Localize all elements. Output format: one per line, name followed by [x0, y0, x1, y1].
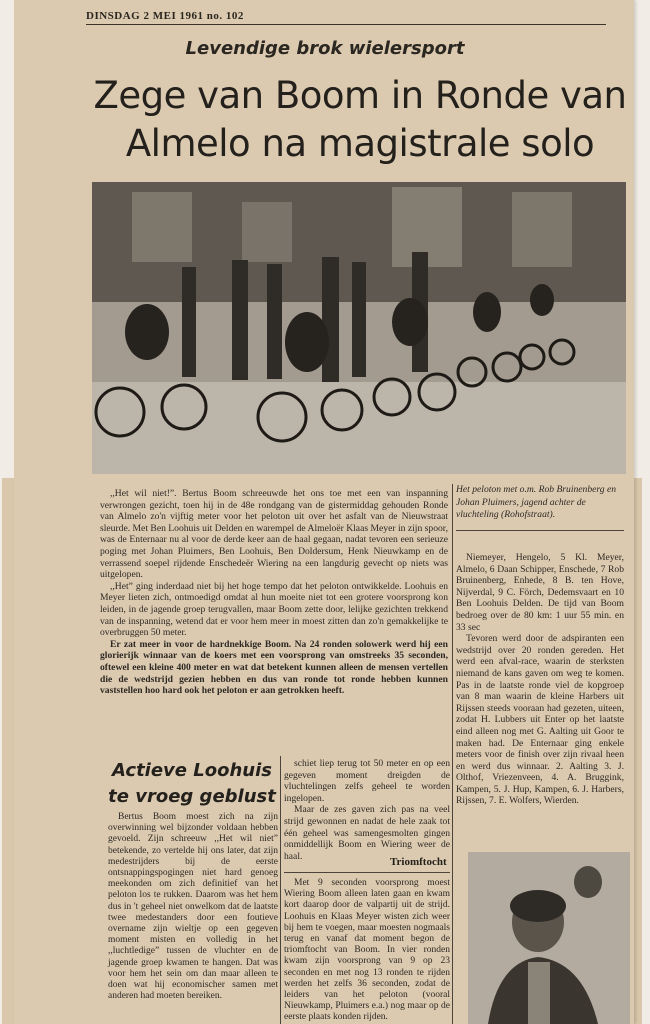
mid-column-bottom — [284, 878, 450, 1024]
portrait-photo — [468, 852, 630, 1024]
subhead: Actieve Loohuis te vroeg geblust — [108, 760, 276, 807]
left-column — [100, 488, 448, 697]
left-column-bottom — [108, 812, 278, 1002]
triomftocht-rule — [284, 872, 450, 873]
triomftocht-heading: Triomftocht — [390, 856, 447, 868]
results-para-2: Tevoren werd door de adspiranten een wedstrijd over 20 ronden gereden. Het werd een afval-race, waarin de sterksten niemand de kans gaven om weg te komen. Pas in de laatste ronde viel de kopgroep van 8 man waarin de kleine Harbers uit Rijssen steeds vooraan had gezeten, uiteen, zodat H. Lubbers uit Enter op het laatste eind alleen nog met G. Aalting uit Goor te maken had. De Enternaar ging enkele meters voor de finish over zijn rivaal heen en werd dus winnaar. 2. Aalting 3. J. Olthof, Vriezenveen, 4. A. Bruggink, Kampen, 5. J. Hup, Kampen, 6. J. Harbers, Rijssen, 7. E. Wolfers, Wierden. — [456, 633, 624, 807]
results-para-1: Niemeyer, Hengelo, 5 Kl. Meyer, Almelo, 6 Daan Schipper, Enschede, 7 Rob Bruinenberg, Enhede, 8 B. ten Hove, Nijverdal, 9 C. Förch, Dedemsvaart en 10 Ben Loohuis Delden. De tijd van Boom bedroeg over de 80 km: 1 uur 55 min. en 33 sec — [456, 552, 624, 633]
mid-para-1: schiet liep terug tot 50 meter en op een gegeven moment dreigden de vluchtelingen zelfs geheel te worden ingelopen. — [284, 758, 450, 804]
photo-caption: Het peloton met o.m. Rob Bruinenberg en Johan Pluimers, jagend achter de vluchteling (Rohofstraat). — [456, 484, 624, 531]
left-para-2: ,,Het” ging inderdaad niet bij het hoge tempo dat het peloton ontwikkelde. Loohuis en Meyer lieten zich, ontmoedigd omdat al hun moeite niet tot een grotere voorsprong kon leiden, in de jagende groep terugvallen, maar Boom zette door, lelijke gezichten trekkend van de inspanning, wetend dat er voor hem meer in moest zitten dan zo'n gemakkelijke te overbruggen 50 meter. — [100, 580, 448, 639]
headline: Zege van Boom in Ronde van Almelo na magistrale solo — [93, 74, 627, 165]
mid-bottom-para: Met 9 seconden voorsprong moest Wiering Boom alleen laten gaan en kwam kort daarop door de valpartij uit de strijd. Loohuis en Klaas Meyer wisten zich weer bij hem te voegen, maar moesten nogmaals terug en vanaf dat moment begon de triomftocht van Boom. In vier ronden kwam zijn voorsprong van 9 op 23 seconden en met nog 13 ronden te rijden werden het zelfs 36 seconden, zodat de leiders van het peloton (vooral Nieuwkamp, Pluimers e.a.) nog maar op de eerste plaats konden rijden. — [284, 878, 450, 1023]
column-divider-mid — [280, 756, 281, 1024]
mid-para-2: Maar de zes gaven zich pas na veel strijd gewonnen en nadat de hele zaak tot één geheel was samengesmolten gingen onmiddellijk Boom en Wiering weer de haal. — [284, 804, 450, 862]
left-bold-para: Er zat meer in voor de hardnekkige Boom. Na 24 ronden solowerk werd hij een glorierijk winnaar van de koers met een voorsprong van omstreeks 35 seconden, oftewel een kleine 400 meter en wat dat betekent kunnen alleen de mensen vertellen die de wedstrijd gezien hebben en dus van ronde tot ronde hebben kunnen vaststellen hoo hard ook het peloton er aan getrokken heeft. — [100, 638, 448, 697]
race-photo — [92, 182, 626, 474]
kicker: Levendige brok wielersport — [185, 38, 465, 59]
dateline: DINSDAG 2 MEI 1961 no. 102 — [86, 10, 606, 25]
mid-column-top — [284, 758, 450, 862]
race-photo-illustration — [92, 182, 626, 474]
portrait-illustration — [468, 852, 630, 1024]
column-divider-right — [452, 484, 453, 1024]
results-column — [456, 552, 624, 807]
left-bottom-para: Bertus Boom moest zich na zijn overwinning wel bijzonder voldaan hebben gevoeld. Zijn schreeuw ,,Het wil niet” betekende, zo vertelde hij ons later, dat zijn medestrijders bij de eerste ontsnappingspogingen niet hard genoeg meekonden om zich definitief van het peloton los te rukken. Daarom was het hem dus in 't geheel niet onwelkom dat de laatste twee medestanders door een foutieve overname zijn wieltje op een gegeven moment misten en volledig in het ,,luchtledige” tussen de vluchter en de jagende groep kwamen te hangen. Dat was voor hem het sein om dan maar alleen te doen wat hij economischer samen met anderen had moeten bereiken. — [108, 812, 278, 1002]
left-para-1: ,,Het wil niet!”. Bertus Boom schreeuwde het ons toe met een van inspanning verwrongen gezicht, toen hij in de 48e rondgang van de gistermiddag gehouden Ronde van Almelo zo'n vijftig meter voor het peloton uit over het asfalt van de Nieuwstraat sleurde. Met Ben Loohuis uit Delden en warempel de Almeloër Klaas Meyer in zijn spoor, was de Enternaar nu al voor de derde keer aan de haal gegaan, nadat tevoren een serieuze poging met Johan Pluimers, Ben Loohuis, Ben Doldersum, Henk Nieuwkamp en de verrassend soepel rijdende Enschedeër Wiering na een langdurig gevecht op niets was uitgelopen. — [100, 488, 448, 581]
